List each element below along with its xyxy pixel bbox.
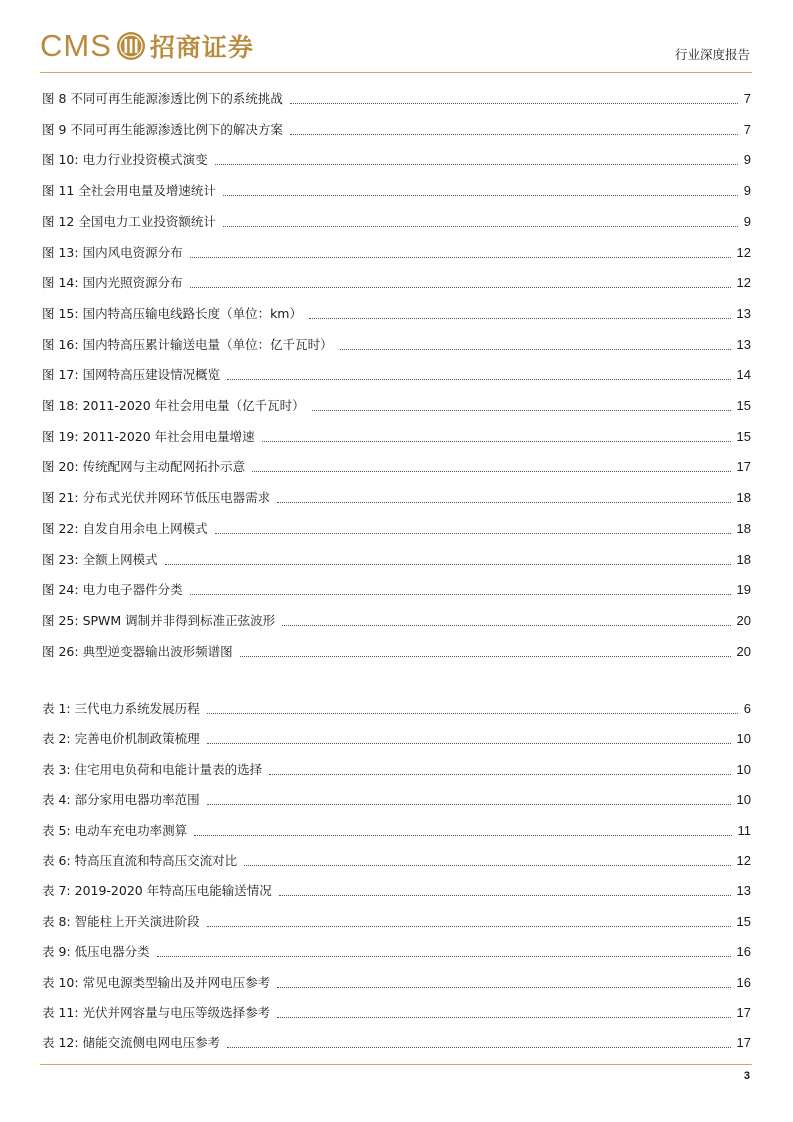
page-header bbox=[0, 0, 793, 75]
dot-leader bbox=[279, 895, 731, 896]
table-entry-label: 表 6: 特高压直流和特高压交流对比 bbox=[42, 853, 238, 868]
table-entry[interactable] bbox=[42, 969, 751, 991]
figure-entry-page: 17 bbox=[736, 459, 751, 475]
table-entry-page: 10 bbox=[736, 761, 751, 777]
figure-entry[interactable] bbox=[42, 177, 751, 199]
figure-entry-page: 18 bbox=[736, 490, 751, 506]
table-entry-label: 表 5: 电动车充电功率测算 bbox=[42, 822, 188, 838]
figure-entry-page: 20 bbox=[736, 643, 751, 659]
table-entry-page: 17 bbox=[736, 1005, 751, 1020]
table-entry-page: 16 bbox=[736, 974, 751, 990]
figure-entry[interactable] bbox=[42, 453, 751, 475]
table-entry[interactable] bbox=[42, 877, 751, 899]
dot-leader bbox=[207, 713, 738, 714]
dot-leader bbox=[207, 743, 731, 744]
dot-leader bbox=[244, 865, 730, 866]
dot-leader bbox=[207, 926, 731, 927]
figure-entry-label: 图 8 不同可再生能源渗透比例下的系统挑战 bbox=[42, 91, 283, 106]
figure-entry-label: 图 24: 电力电子器件分类 bbox=[42, 582, 183, 598]
figure-entry[interactable] bbox=[42, 546, 751, 568]
page-number: 3 bbox=[743, 1070, 750, 1082]
table-entry[interactable] bbox=[42, 999, 751, 1021]
figure-entry-label: 图 14: 国内光照资源分布 bbox=[42, 275, 183, 291]
table-entry-label: 表 12: 储能交流侧电网电压参考 bbox=[42, 1035, 221, 1051]
dot-leader bbox=[207, 804, 731, 805]
table-entry[interactable] bbox=[42, 938, 751, 960]
figure-entry-label: 图 25: SPWM 调制并非得到标准正弦波形 bbox=[42, 612, 276, 628]
table-entry-label: 表 10: 常见电源类型输出及并网电压参考 bbox=[42, 974, 271, 990]
dot-leader bbox=[190, 257, 731, 258]
dot-leader bbox=[165, 564, 731, 565]
dot-leader bbox=[340, 349, 731, 350]
table-entry-page: 12 bbox=[736, 853, 751, 868]
figure-entry-page: 7 bbox=[743, 121, 751, 137]
figure-entry[interactable] bbox=[42, 392, 751, 414]
logo-latin: CMS bbox=[40, 28, 112, 63]
figure-entry[interactable] bbox=[42, 607, 751, 629]
dot-leader bbox=[290, 134, 738, 135]
dot-leader bbox=[215, 164, 738, 165]
footer-divider bbox=[40, 1064, 752, 1065]
figure-entry-page: 7 bbox=[743, 91, 751, 106]
figure-entry-page: 12 bbox=[736, 244, 751, 260]
figure-entry-page: 20 bbox=[736, 612, 751, 628]
dot-leader bbox=[190, 594, 731, 595]
figure-entry-page: 18 bbox=[736, 520, 751, 536]
figure-entry-label: 图 26: 典型逆变器输出波形频谱图 bbox=[42, 643, 233, 659]
table-entry-page: 17 bbox=[736, 1035, 751, 1051]
table-entry[interactable] bbox=[42, 847, 751, 869]
dot-leader bbox=[277, 502, 730, 503]
table-entry-page: 6 bbox=[743, 701, 751, 716]
figure-entry-label: 图 22: 自发自用余电上网模式 bbox=[42, 520, 208, 536]
dot-leader bbox=[262, 441, 731, 442]
figure-entry-page: 13 bbox=[736, 305, 751, 321]
dot-leader bbox=[309, 318, 731, 319]
figure-entry[interactable] bbox=[42, 146, 751, 168]
dot-leader bbox=[282, 625, 730, 626]
table-entry[interactable] bbox=[42, 725, 751, 747]
dot-leader bbox=[215, 533, 731, 534]
dot-leader bbox=[252, 471, 730, 472]
dot-leader bbox=[223, 226, 738, 227]
table-entry[interactable] bbox=[42, 695, 751, 717]
dot-leader bbox=[290, 103, 738, 104]
figure-entry[interactable] bbox=[42, 116, 751, 138]
logo-chinese: 招商证券 bbox=[149, 33, 254, 62]
table-entry-label: 表 11: 光伏并网容量与电压等级选择参考 bbox=[42, 1005, 271, 1020]
figure-entry-page: 12 bbox=[736, 275, 751, 291]
table-entry-page: 10 bbox=[736, 731, 751, 747]
table-entry-page: 15 bbox=[736, 913, 751, 929]
figure-entry[interactable] bbox=[42, 638, 751, 660]
dot-leader bbox=[277, 1017, 730, 1018]
table-entry-label: 表 4: 部分家用电器功率范围 bbox=[42, 792, 200, 808]
figure-entry-label: 图 10: 电力行业投资模式演变 bbox=[42, 152, 208, 168]
figure-entry[interactable] bbox=[42, 239, 751, 261]
figure-entry-label: 图 17: 国网特高压建设情况概览 bbox=[42, 367, 221, 383]
table-entry-page: 10 bbox=[736, 792, 751, 808]
dot-leader bbox=[240, 656, 731, 657]
table-entry-page: 13 bbox=[736, 883, 751, 899]
figure-entry[interactable] bbox=[42, 515, 751, 537]
figure-entry-label: 图 20: 传统配网与主动配网拓扑示意 bbox=[42, 459, 246, 475]
cms-emblem-icon bbox=[116, 31, 146, 61]
dot-leader bbox=[223, 195, 738, 196]
figure-entry-label: 图 12 全国电力工业投资额统计 bbox=[42, 213, 216, 229]
figure-entry[interactable] bbox=[42, 361, 751, 383]
dot-leader bbox=[227, 379, 730, 380]
figure-entry[interactable] bbox=[42, 484, 751, 506]
figure-entry-label: 图 9 不同可再生能源渗透比例下的解决方案 bbox=[42, 121, 283, 137]
figure-entry-page: 19 bbox=[736, 582, 751, 598]
figure-entry[interactable] bbox=[42, 331, 751, 353]
table-entry-label: 表 9: 低压电器分类 bbox=[42, 944, 150, 960]
cms-logo bbox=[40, 24, 254, 68]
figure-entry[interactable] bbox=[42, 300, 751, 322]
table-entry[interactable] bbox=[42, 756, 751, 778]
figure-entry-label: 图 23: 全额上网模式 bbox=[42, 551, 158, 567]
table-entry-label: 表 2: 完善电价机制政策梳理 bbox=[42, 731, 200, 747]
table-entry-label: 表 3: 住宅用电负荷和电能计量表的选择 bbox=[42, 761, 263, 777]
header-divider bbox=[40, 72, 752, 73]
dot-leader bbox=[227, 1047, 730, 1048]
figure-entry[interactable] bbox=[42, 85, 751, 107]
figure-entry[interactable] bbox=[42, 208, 751, 230]
figure-entry-label: 图 18: 2011-2020 年社会用电量（亿千瓦时） bbox=[42, 398, 305, 413]
figure-entry-label: 图 16: 国内特高压累计输送电量（单位：亿千瓦时） bbox=[42, 336, 333, 352]
figure-entry-page: 15 bbox=[736, 428, 751, 444]
dot-leader bbox=[312, 410, 731, 411]
table-entry-page: 11 bbox=[737, 822, 751, 838]
figure-entry-label: 图 15: 国内特高压输电线路长度（单位：km） bbox=[42, 305, 302, 321]
table-entry[interactable] bbox=[42, 1029, 751, 1051]
table-entry[interactable] bbox=[42, 786, 751, 808]
figure-entry-label: 图 19: 2011-2020 年社会用电量增速 bbox=[42, 428, 255, 444]
figure-entry-page: 9 bbox=[743, 152, 751, 168]
figure-entry-page: 9 bbox=[743, 213, 751, 229]
figure-entry-page: 14 bbox=[736, 367, 751, 383]
dot-leader bbox=[269, 774, 730, 775]
table-entry-page: 16 bbox=[736, 944, 751, 960]
dot-leader bbox=[194, 835, 731, 836]
figure-entry-label: 图 21: 分布式光伏并网环节低压电器需求 bbox=[42, 490, 271, 506]
table-entry[interactable] bbox=[42, 817, 751, 839]
table-entry[interactable] bbox=[42, 908, 751, 930]
report-type: 行业深度报告 bbox=[674, 47, 750, 62]
figure-entry-page: 9 bbox=[743, 183, 751, 199]
figure-entry[interactable] bbox=[42, 269, 751, 291]
dot-leader bbox=[157, 956, 731, 957]
dot-leader bbox=[190, 287, 731, 288]
dot-leader bbox=[277, 987, 730, 988]
figure-entry-page: 15 bbox=[736, 398, 751, 413]
figure-entry-label: 图 13: 国内风电资源分布 bbox=[42, 244, 183, 260]
figure-entry-label: 图 11 全社会用电量及增速统计 bbox=[42, 183, 216, 199]
figure-entry-page: 18 bbox=[736, 551, 751, 567]
table-entry-label: 表 7: 2019-2020 年特高压电能输送情况 bbox=[42, 883, 272, 899]
table-entry-label: 表 8: 智能柱上开关演进阶段 bbox=[42, 913, 200, 929]
figure-entry[interactable] bbox=[42, 423, 751, 445]
figure-entry[interactable] bbox=[42, 576, 751, 598]
table-entry-label: 表 1: 三代电力系统发展历程 bbox=[42, 701, 200, 716]
figure-entry-page: 13 bbox=[736, 336, 751, 352]
